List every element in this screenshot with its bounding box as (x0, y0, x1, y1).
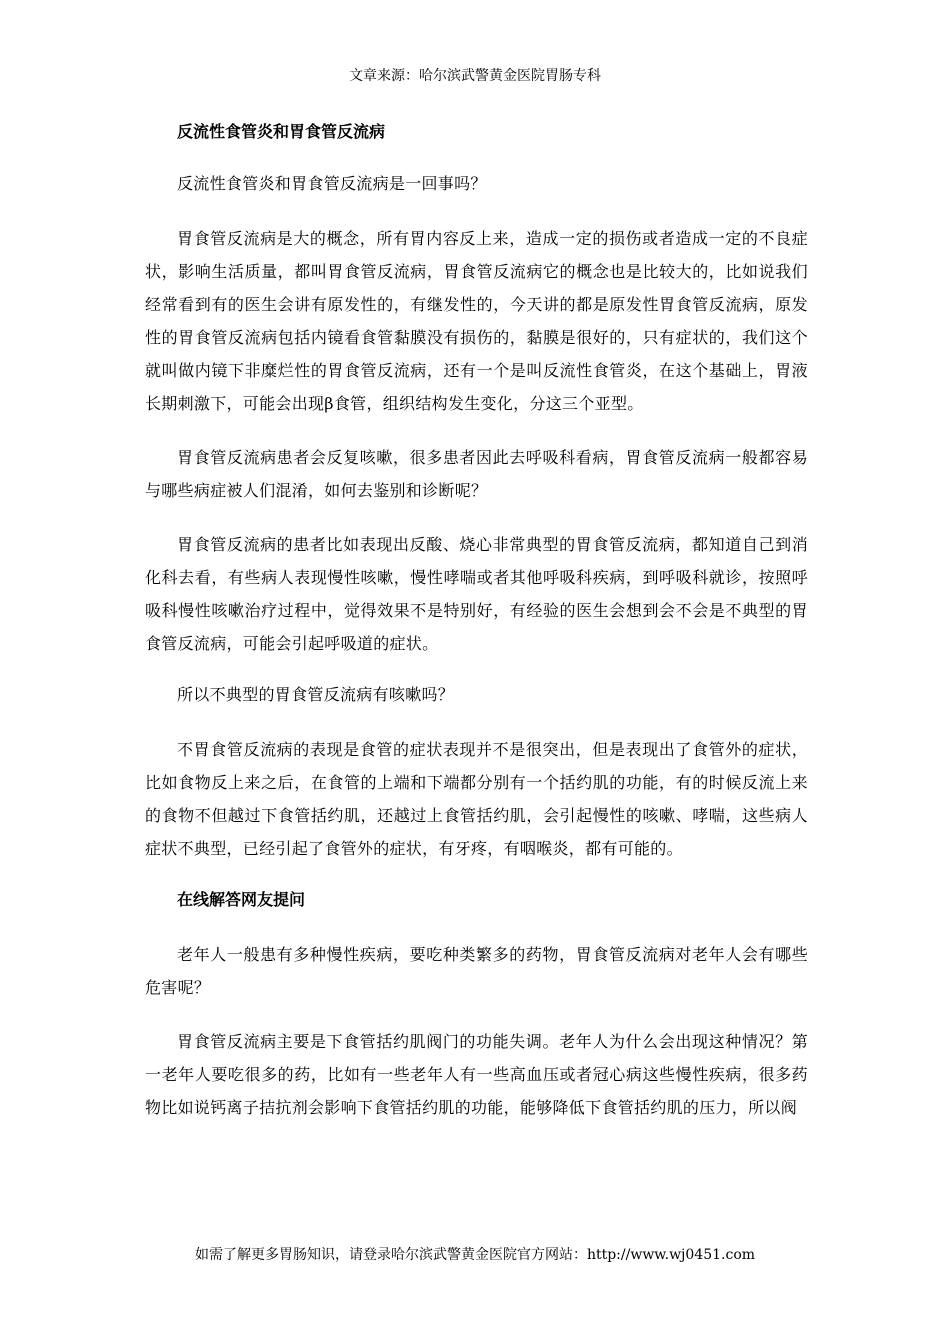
question-paragraph: 老年人一般患有多种慢性疾病，要吃种类繁多的药物，胃食管反流病对老年人会有哪些危害呢？ (145, 945, 808, 997)
question-paragraph: 反流性食管炎和胃食管反流病是一回事吗？ (177, 174, 487, 193)
answer-paragraph: 胃食管反流病主要是下食管括约肌阀门的功能失调。老年人为什么会出现这种情况？第一老年人要吃很多的药，比如有一些老年人有一些高血压或者冠心病这些慢性疾病，很多药物比如说钙离子拮抗剂会影响下食管括约肌的功能，能够降低下食管括约肌的压力，所以阀 (145, 1032, 808, 1117)
website-footer: 如需了解更多胃肠知识，请登录哈尔滨武警黄金医院官方网站：http://www.wj0451.com (194, 1247, 756, 1263)
section-title: 在线解答网友提问 (177, 890, 306, 909)
question-paragraph: 所以不典型的胃食管反流病有咳嗽吗？ (177, 685, 455, 704)
answer-paragraph: 不胃食管反流病的表现是食管的症状表现并不是很突出，但是表现出了食管外的症状，比如食物反上来之后，在食管的上端和下端都分别有一个括约肌的功能，有的时候反流上来的食物不但越过下食管括约肌，还越过上食管括约肌，会引起慢性的咳嗽、哮喘，这些病人症状不典型，已经引起了食管外的症状，有牙疼，有咽喉炎，都有可能的。 (145, 740, 808, 858)
answer-paragraph: 胃食管反流病是大的概念，所有胃内容反上来，造成一定的损伤或者造成一定的不良症状，影响生活质量，都叫胃食管反流病，胃食管反流病它的概念也是比较大的，比如说我们经常看到有的医生会讲有原发性的，有继发性的，今天讲的都是原发性胃食管反流病，原发性的胃食管反流病包括内镜看食管黏膜没有损伤的，黏膜是很好的，只有症状的，我们这个就叫做内镜下非糜烂性的胃食管反流病，还有一个是叫反流性食管炎，在这个基础上，胃液长期刺激下，可能会出现β食管，组织结构发生变化，分这三个亚型。 (145, 229, 808, 413)
article-title: 反流性食管炎和胃食管反流病 (177, 122, 386, 141)
question-paragraph: 胃食管反流病患者会反复咳嗽，很多患者因此去呼吸科看病，胃食管反流病一般都容易与哪些病症被人们混淆，如何去鉴别和诊断呢？ (145, 448, 808, 500)
article-body (145, 118, 808, 1145)
answer-paragraph: 胃食管反流病的患者比如表现出反酸、烧心非常典型的胃食管反流病，都知道自己到消化科去看，有些病人表现慢性咳嗽，慢性哮喘或者其他呼吸科疾病，到呼吸科就诊，按照呼吸科慢性咳嗽治疗过程中，觉得效果不是特别好，有经验的医生会想到会不会是不典型的胃食管反流病，可能会引起呼吸道的症状。 (145, 535, 808, 653)
source-header: 文章来源：哈尔滨武警黄金医院胃肠专科 (349, 68, 601, 84)
